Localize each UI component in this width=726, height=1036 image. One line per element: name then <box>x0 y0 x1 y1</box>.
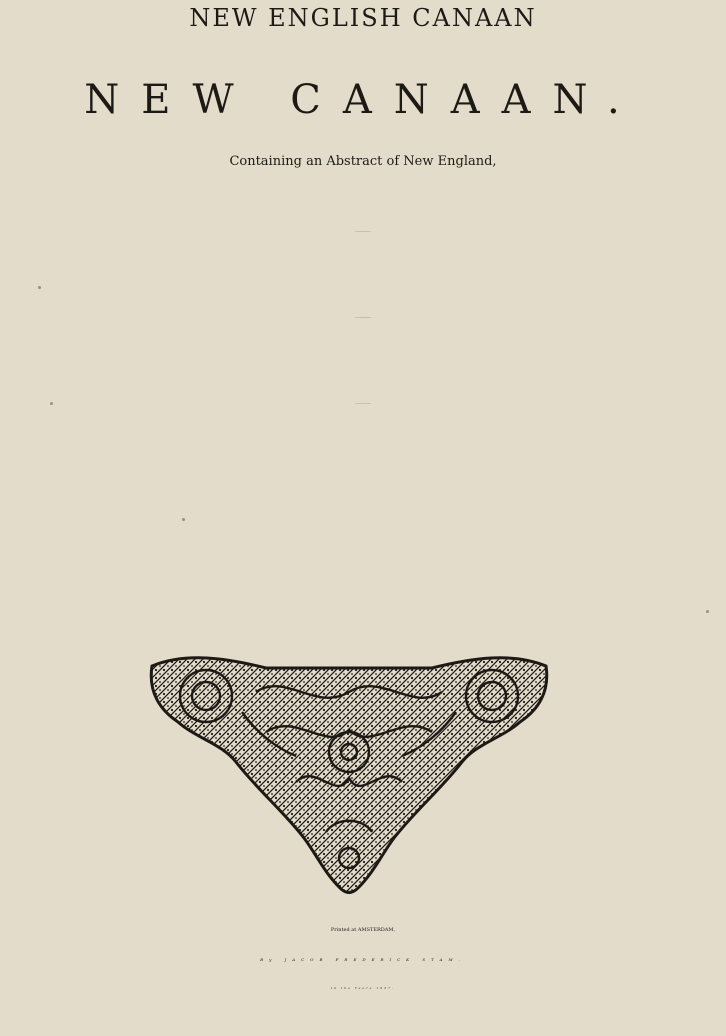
imprint-year: In the Yeare 1637. <box>331 986 395 990</box>
imprint-printed-at: Printed at AMSTERDAM, <box>330 927 396 933</box>
alt-title: NEW CANAAN. <box>84 77 642 123</box>
paper-speck <box>182 518 185 521</box>
book1-line1 <box>0 232 726 233</box>
paper-speck <box>38 286 41 289</box>
book3-line1 <box>0 404 726 405</box>
main-title: NEW ENGLISH CANAAN <box>189 4 537 32</box>
paper-speck <box>50 402 53 405</box>
book2-line1 <box>0 318 726 319</box>
imprint-printer: By JACOB FREDERICK STAM. <box>260 957 466 962</box>
subtitle: Containing an Abstract of New England, <box>229 154 497 169</box>
woodcut-ornament-icon <box>146 652 552 894</box>
paper-speck <box>706 610 709 613</box>
